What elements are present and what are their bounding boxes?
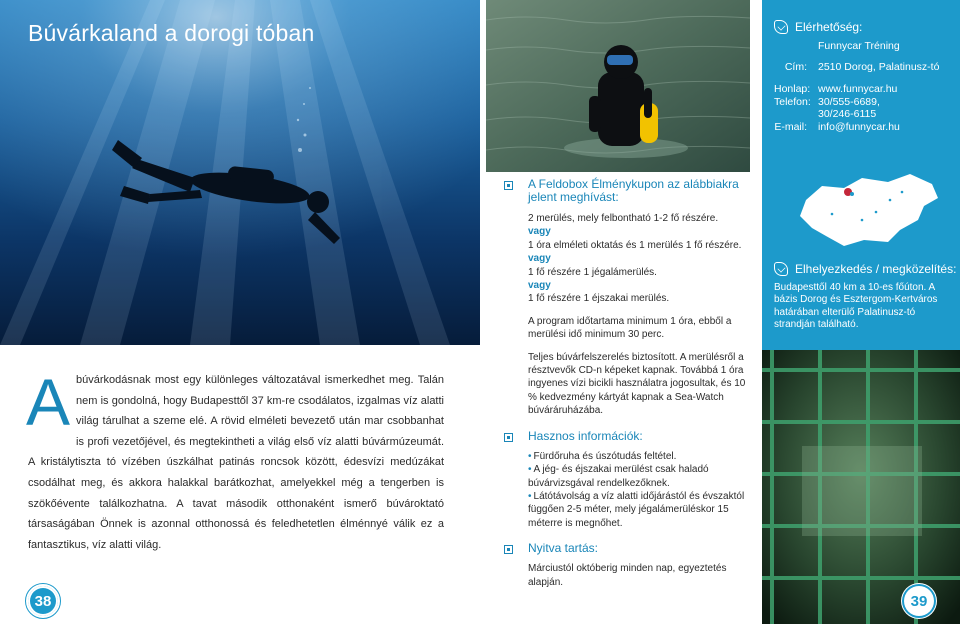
opening-text: Márciustól októberig minden nap, egyeztetés alapján. [528, 563, 727, 588]
offer-section-header [504, 178, 754, 204]
or-separator: vagy [528, 280, 551, 292]
duration-note: A program időtartama minimum 1 óra, ebből a merülési idő minimum 30 perc. [528, 315, 732, 341]
offer-item: 2 merülés, mely felbontható 1-2 fő részére. [528, 213, 719, 224]
hungary-map [792, 170, 942, 248]
offer-list [504, 212, 754, 418]
square-bullet-icon [504, 181, 513, 190]
offer-item: 1 fő részére 1 jégalámerülés. [528, 266, 657, 278]
dot-bullet-icon: • [528, 450, 532, 462]
offer-column [504, 178, 754, 589]
phone-value-1: 30/555-6689, [818, 95, 880, 108]
offer-item: 1 fő részére 1 éjszakai merülés. [528, 293, 670, 305]
email-label: E-mail: [774, 120, 807, 133]
company-name: Funnycar Tréning [818, 40, 900, 52]
web-label: Honlap: [774, 83, 811, 95]
phone-value-2: 30/246-6115 [818, 108, 877, 120]
equipment-note: Teljes búvárfelszerelés biztosított. A merülésről a résztvevők CD-n képeket kapnak. Továbbá 1 óra ingyenes vízi bicikli használatra jogosultak, és 10 % kedvezmény kártyát kapnak a Sea-Watch búváráruházába. [528, 351, 746, 417]
location-title: Elhelyezkedés / megközelítés: [795, 262, 957, 276]
phone-label: Telefon: [774, 95, 811, 108]
useful-list [504, 450, 754, 530]
page-number-left: 38 [28, 586, 58, 616]
list-item: • Fürdőruha és úszótudás feltétel. [528, 450, 677, 462]
offer-title: A Feldobox Élménykupon az alábbiakra jelent meghívást: [528, 177, 739, 204]
diver-surface-photo [486, 0, 750, 172]
opening-title: Nyitva tartás: [528, 541, 599, 556]
location-text: Budapesttől 40 km a 10-es főúton. A bázis Dorog és Esztergom-Kertváros határában elterülő Palatinusz-tó strandján található. [774, 282, 938, 331]
or-separator: vagy [528, 253, 551, 265]
web-link[interactable]: www.funnycar.hu [818, 83, 898, 95]
dot-bullet-icon: • [528, 464, 532, 476]
useful-section-header [504, 430, 754, 443]
underwater-diver-photo [0, 0, 480, 345]
intro-paragraph [26, 365, 444, 555]
dot-bullet-icon: • [528, 490, 532, 502]
location-header [774, 262, 956, 276]
or-separator: vagy [528, 226, 551, 238]
contact-header [774, 20, 862, 34]
offer-item: 1 óra elméleti oktatás és 1 merülés 1 fő részére. [528, 239, 742, 251]
useful-title: Hasznos információk: [528, 428, 643, 443]
intro-text: búvárkodásnak most egy különleges változatával ismerkedhet meg. Talán nem is gondolná, hogy Budapesttől 37 km-re csodálatos, izgalmas víz alatti világ tárulhat a szeme elé. A rövid elméleti bevezető után mar csobbanhat is profi vezetőjével, és megtekintheti a világ első víz alatti búvármúzeumát. A kristálytiszta tó vízében úszkálhat patinás roncsok között, édesvízi medúzákat csodálhat meg, és akkora halakkal barátkozhat, amelyekkel még a tengerben is szökőévente találkozhatna. A tavat második otthonaként ismerő búvároktató társaságában Önnek is azonnal otthonossá és feledhetetlen élménnyé válik ez a fantasztikus, víz alatti világ. [28, 374, 444, 551]
underwater-cage-photo [762, 350, 960, 624]
info-sidebar [762, 0, 960, 624]
email-link[interactable]: info@funnycar.hu [818, 120, 900, 133]
list-item: • Látótávolság a víz alatti időjárástól és évszaktól függően 2-5 méter, mely jégalámerüléskor 15 méterre is megnőhet. [528, 490, 745, 529]
contact-block [774, 40, 954, 133]
address-label: Cím: [784, 60, 807, 73]
drop-cap: A [26, 365, 71, 439]
contact-title: Elérhetőség: [795, 20, 863, 34]
address-value: 2510 Dorog, Palatinusz-tó [818, 60, 940, 73]
leaf-check-icon [774, 262, 788, 276]
opening-section-header [504, 542, 754, 555]
list-item: • A jég- és éjszakai merülést csak haladó búvárvizsgával rendelkezőknek. [528, 464, 709, 489]
page-number-right: 39 [904, 586, 934, 616]
page-title: Búvárkaland a dorogi tóban [28, 20, 315, 46]
leaf-check-icon [774, 20, 788, 34]
square-bullet-icon [504, 545, 513, 554]
square-bullet-icon [504, 433, 513, 442]
